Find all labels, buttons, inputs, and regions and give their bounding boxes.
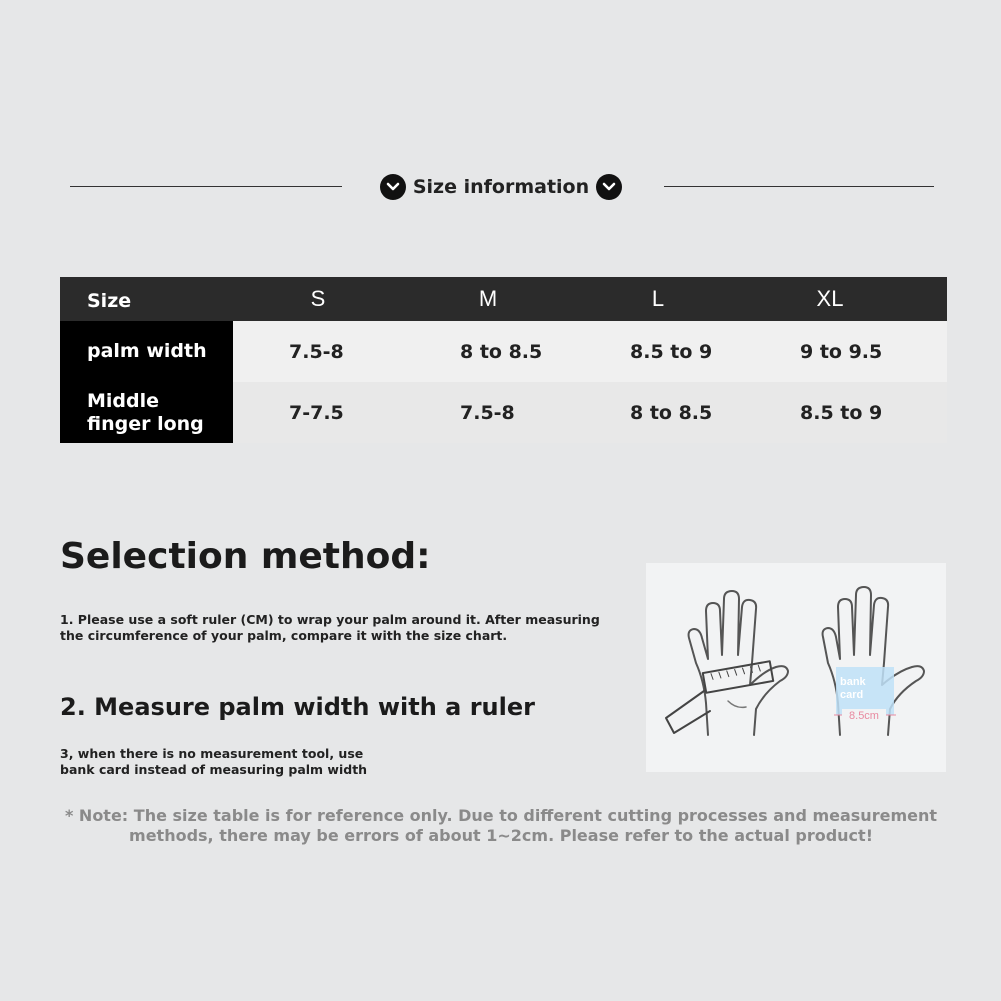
card-label: card xyxy=(840,689,864,701)
chevron-down-icon xyxy=(380,174,406,200)
selection-method-title: Selection method: xyxy=(60,536,431,577)
header-divider-left xyxy=(70,186,342,187)
table-cell: 7-7.5 xyxy=(289,401,344,424)
row-label-line: Middle xyxy=(87,389,160,412)
section-header xyxy=(380,172,622,202)
table-cell: 7.5-8 xyxy=(460,401,515,424)
section-title: Size information xyxy=(412,176,590,198)
row-label-middle-finger xyxy=(60,382,233,443)
hand-with-ruler-icon xyxy=(666,591,788,735)
header-divider-right xyxy=(664,186,934,187)
table-cell: 8 to 8.5 xyxy=(460,340,543,363)
table-cell: 9 to 9.5 xyxy=(800,340,883,363)
chevron-down-icon xyxy=(596,174,622,200)
hand-measurement-illustration xyxy=(646,563,946,772)
size-m: M xyxy=(478,286,498,311)
size-table-header-row xyxy=(60,277,947,321)
note-line: * Note: The size table is for reference only. Due to different cutting processes and measurement xyxy=(64,806,937,825)
card-measure-label: 8.5cm xyxy=(849,710,879,722)
size-xl: XL xyxy=(816,286,844,311)
row-label-palm-width: palm width xyxy=(60,321,233,382)
card-label: bank xyxy=(840,676,866,688)
step-1-text: 1. Please use a soft ruler (CM) to wrap your palm around it. After measuring the circumference of your palm, compare it with the size chart. xyxy=(60,612,600,643)
table-cell: 8.5 to 9 xyxy=(630,340,713,363)
table-cell: 8.5 to 9 xyxy=(800,401,883,424)
table-row-middle-finger xyxy=(60,382,947,443)
table-row-palm-width xyxy=(60,321,947,382)
note-line: methods, there may be errors of about 1~2cm. Please refer to the actual product! xyxy=(129,826,873,845)
row-label-line: finger long xyxy=(87,412,204,435)
size-header-label: Size xyxy=(87,290,132,312)
reference-note xyxy=(60,806,942,846)
size-table xyxy=(60,277,947,443)
size-s: S xyxy=(310,286,326,311)
step-3-text: 3, when there is no measurement tool, use bank card instead of measuring palm width xyxy=(60,746,368,777)
table-cell: 8 to 8.5 xyxy=(630,401,713,424)
step-2-heading: 2. Measure palm width with a ruler xyxy=(60,693,535,721)
size-l: L xyxy=(651,286,665,311)
table-cell: 7.5-8 xyxy=(289,340,344,363)
